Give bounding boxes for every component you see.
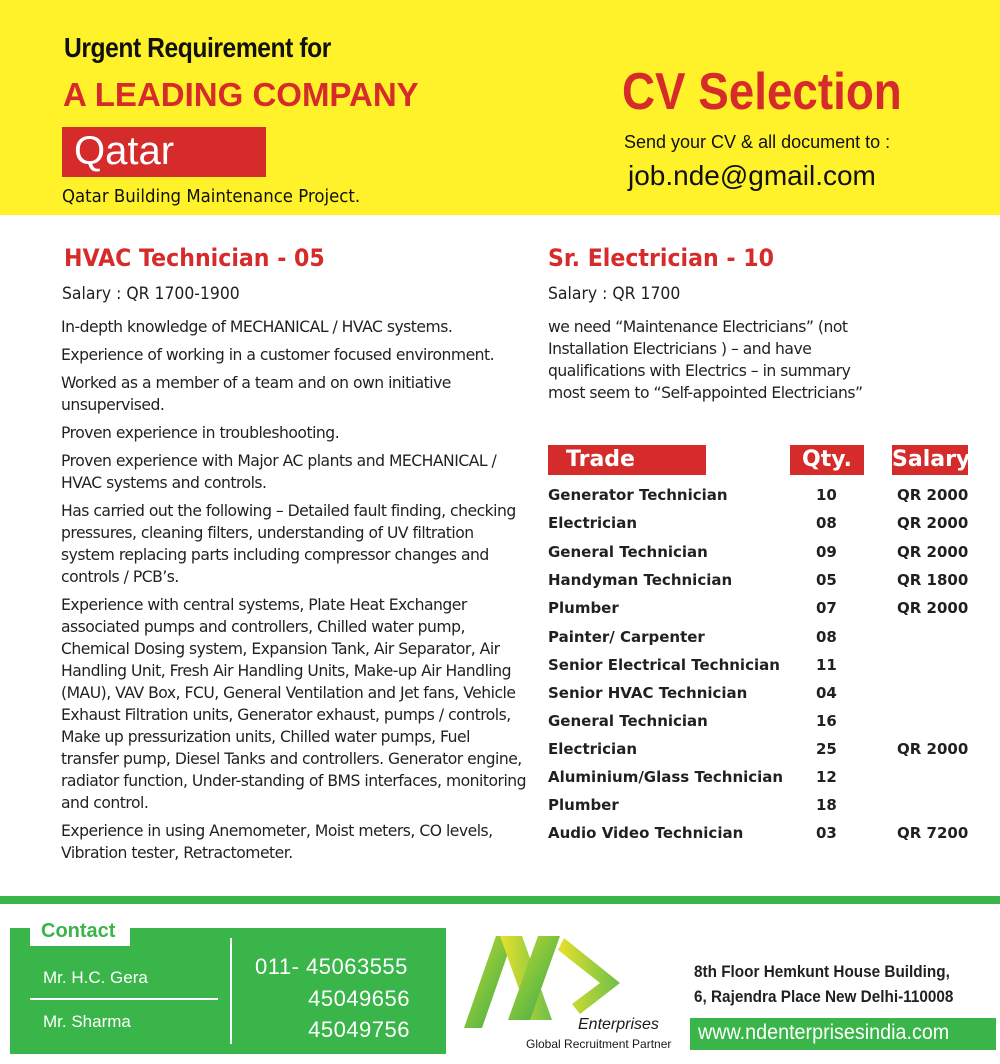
- hvac-salary: Salary : QR 1700-1900: [62, 284, 240, 304]
- website-link[interactable]: www.ndenterprisesindia.com: [698, 1021, 950, 1044]
- qty-cell: 16: [816, 712, 837, 730]
- table-row: [0, 486, 1000, 514]
- salary-cell: QR 7200: [897, 824, 969, 842]
- salary-cell: QR 2000: [897, 543, 969, 561]
- logo-name: Enterprises: [578, 1016, 659, 1033]
- table-header-trade: Trade: [548, 445, 706, 475]
- list-item: Has carried out the following – Detailed fault finding, checking pressures, cleaning filters, understanding of UV filtration system replacing parts including compressor changes and controls / PCB’s.: [61, 502, 516, 586]
- list-item: Proven experience with Major AC plants and MECHANICAL / HVAC systems and controls.: [61, 452, 497, 492]
- list-item: Worked as a member of a team and on own initiative unsupervised.: [61, 374, 451, 414]
- list-item: Experience of working in a customer focused environment.: [61, 346, 495, 364]
- cv-selection-title: CV Selection: [622, 63, 902, 121]
- qty-cell: 04: [816, 684, 837, 702]
- table-row: [0, 768, 1000, 796]
- country-badge: [62, 127, 266, 177]
- trade-cell: Electrician: [548, 740, 637, 758]
- table-row: [0, 628, 1000, 656]
- table-row: [0, 571, 1000, 599]
- header-banner: [0, 0, 1000, 215]
- footer-divider: [0, 896, 1000, 904]
- leading-company-text: A LEADING COMPANY: [63, 76, 419, 113]
- urgent-requirement-text: Urgent Requirement for: [64, 32, 331, 63]
- table-row: [0, 599, 1000, 627]
- hvac-title: HVAC Technician - 05: [64, 244, 325, 272]
- trade-cell: General Technician: [548, 712, 708, 730]
- phone-number[interactable]: 011- 45063555: [255, 954, 408, 979]
- salary-cell: QR 1800: [897, 571, 969, 589]
- table-header-qty: Qty.: [790, 445, 864, 475]
- contact-label: Contact: [41, 920, 116, 942]
- trade-cell: Generator Technician: [548, 486, 728, 504]
- salary-cell: QR 2000: [897, 514, 969, 532]
- table-row: [0, 824, 1000, 852]
- contact-person: Mr. H.C. Gera: [43, 968, 148, 987]
- trade-cell: Plumber: [548, 599, 619, 617]
- table-header-salary: Salary: [892, 445, 968, 475]
- trade-cell: Handyman Technician: [548, 571, 733, 589]
- qty-cell: 09: [816, 543, 837, 561]
- divider: [230, 938, 232, 1044]
- trade-cell: Audio Video Technician: [548, 824, 744, 842]
- electrician-salary: Salary : QR 1700: [548, 284, 681, 304]
- contact-email[interactable]: job.nde@gmail.com: [628, 160, 876, 191]
- divider: [30, 998, 218, 1000]
- list-item: Proven experience in troubleshooting.: [61, 424, 340, 442]
- electrician-description: we need “Maintenance Electricians” (not Installation Electricians ) – and have qualifications with Electrics – in summary most seem to “Self-appointed Electricians”: [548, 318, 863, 402]
- qty-cell: 11: [816, 656, 837, 674]
- logo-tagline: Global Recruitment Partner: [526, 1037, 672, 1051]
- qty-cell: 12: [816, 768, 837, 786]
- salary-cell: QR 2000: [897, 740, 969, 758]
- table-row: [0, 796, 1000, 824]
- trade-cell: Painter/ Carpenter: [548, 628, 705, 646]
- qty-cell: 25: [816, 740, 837, 758]
- qty-cell: 05: [816, 571, 837, 589]
- list-item: In-depth knowledge of MECHANICAL / HVAC systems.: [61, 318, 453, 336]
- table-row: [0, 684, 1000, 712]
- trade-cell: Senior HVAC Technician: [548, 684, 748, 702]
- table-row: [0, 543, 1000, 571]
- qty-cell: 18: [816, 796, 837, 814]
- qty-cell: 07: [816, 599, 837, 617]
- country-label: Qatar: [74, 129, 175, 173]
- qty-cell: 03: [816, 824, 837, 842]
- trade-cell: Electrician: [548, 514, 637, 532]
- list-item: Experience with central systems, Plate Heat Exchanger associated pumps and controllers, Chilled water pump, Chemical Dosing system, Expansion Tank, Air Separator, Air Handling Unit, Fresh Air Handling Units, Make-up Air Handling (MAU), VAV Box, FCU, General Ventilation and Jet fans, Vehicle Exhaust Filtration units, Generator exhaust, pumps / controls, Make up pressurization units, Chilled water pumps, Fuel transfer pump, Diesel Tanks and controllers. Generator engine, radiator function, Under-standing of BMS interfaces, monitoring and control.: [61, 596, 527, 812]
- salary-cell: QR 2000: [897, 486, 969, 504]
- electrician-title: Sr. Electrician - 10: [548, 244, 774, 272]
- table-row: [0, 740, 1000, 768]
- phone-number[interactable]: 45049656: [308, 986, 410, 1011]
- qty-cell: 08: [816, 514, 837, 532]
- address-line: 6, Rajendra Place New Delhi-110008: [694, 987, 954, 1006]
- trade-cell: Aluminium/Glass Technician: [548, 768, 784, 786]
- trade-cell: Senior Electrical Technician: [548, 656, 780, 674]
- salary-cell: QR 2000: [897, 599, 969, 617]
- contact-person: Mr. Sharma: [43, 1012, 131, 1031]
- phone-number[interactable]: 45049756: [308, 1017, 410, 1042]
- qty-cell: 10: [816, 486, 837, 504]
- table-row: [0, 514, 1000, 542]
- trade-cell: Plumber: [548, 796, 619, 814]
- table-row: [0, 656, 1000, 684]
- send-cv-instruction: Send your CV & all document to :: [624, 132, 891, 152]
- project-name: Qatar Building Maintenance Project.: [62, 186, 361, 207]
- qty-cell: 08: [816, 628, 837, 646]
- list-item: Experience in using Anemometer, Moist meters, CO levels, Vibration tester, Retractometer.: [61, 822, 493, 862]
- address-line: 8th Floor Hemkunt House Building,: [694, 962, 950, 981]
- trade-cell: General Technician: [548, 543, 708, 561]
- table-row: [0, 712, 1000, 740]
